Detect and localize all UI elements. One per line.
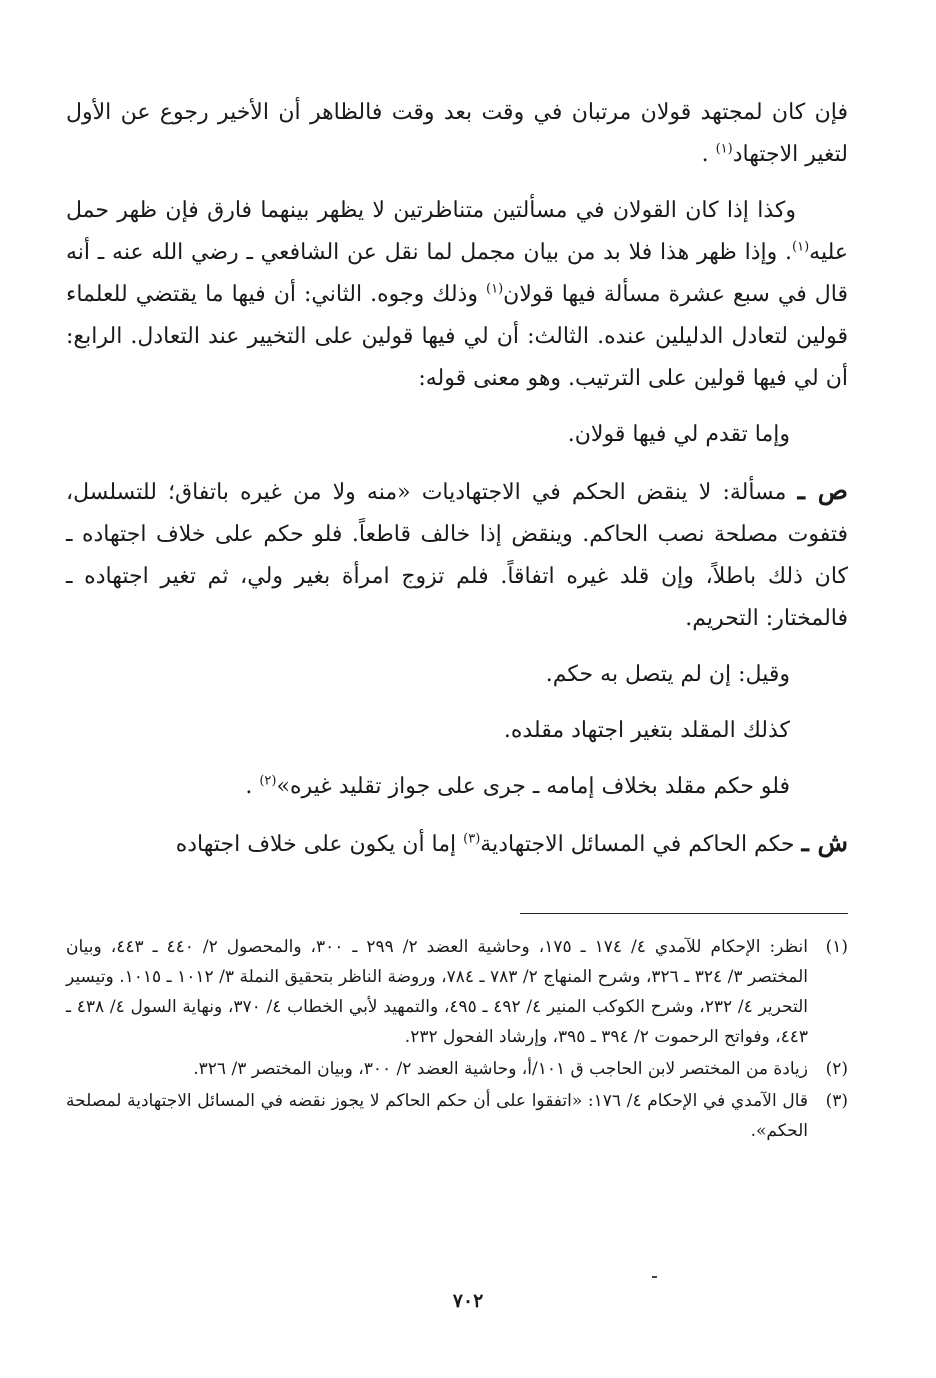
paragraph-end: . xyxy=(701,142,716,167)
main-text xyxy=(66,92,848,866)
footnote-ref[interactable]: (٢) xyxy=(259,773,277,789)
paragraph-text: مسألة: لا ينقض الحكم في الاجتهاديات «منه ولا من غيره باتفاق؛ للتسلسل، فتفوت مصلحة نصب الحاكم. وينقض إذا خالف قاطعاً. فلو حكم على خلاف اجتهاده ـ كان ذلك باطلاً، وإن قلد غيره اتفاقاً. فلم تزوج امرأة بغير ولي، ثم تغير اجتهاده ـ فالمختار: التحريم. xyxy=(66,480,848,631)
footnote-number: (٣) xyxy=(825,1091,848,1111)
footnote-1 xyxy=(66,932,848,1052)
footnote-2 xyxy=(66,1054,848,1084)
text-marker-shin: ش ـ xyxy=(801,828,848,857)
footnote-number: (٢) xyxy=(825,1059,848,1079)
paragraph-text: فإن كان لمجتهد قولان مرتبان في وقت بعد وقت فالظاهر أن الأخير رجوع عن الأول لتغير الاجتهاد xyxy=(66,100,848,167)
paragraph-6 xyxy=(66,710,848,752)
paragraph-text: حكم الحاكم في المسائل الاجتهادية xyxy=(480,832,802,857)
footnote-3 xyxy=(66,1086,848,1146)
footnote-text: زيادة من المختصر لابن الحاجب ق ١٠١/أ، وحاشية العضد ٢/ ٣٠٠، وبيان المختصر ٣/ ٣٢٦. xyxy=(193,1059,808,1079)
paragraph-7 xyxy=(66,766,848,808)
paragraph-text: وذلك وجوه. الثاني: أن فيها ما يقتضي للعلماء قولين لتعادل الدليلين عنده. الثالث: أن لي فيها قولين على التخيير عند التعادل. الرابع: أن لي فيها قولين على الترتيب. وهو معنى قوله: xyxy=(66,282,848,391)
verse-line: وإما تقدم لي فيها قولان. xyxy=(567,422,790,447)
footnote-ref[interactable]: (١) xyxy=(486,281,504,297)
footnote-ref[interactable]: (١) xyxy=(715,141,733,157)
paragraph-text: وكذا إذا كان القولان في مسألتين متناظرتين لا يظهر بينهما فارق فإن ظهر حمل عليه xyxy=(66,198,848,265)
paragraph-8 xyxy=(66,822,848,866)
text-marker-sad: ص ـ xyxy=(797,476,848,505)
paragraph-end: إما أن يكون على خلاف اجتهاده xyxy=(175,832,464,857)
paragraph-2 xyxy=(66,190,848,400)
paragraph-end: . xyxy=(245,774,260,799)
paragraph-text: وقيل: إن لم يتصل به حكم. xyxy=(545,662,790,687)
footnote-separator xyxy=(520,913,848,914)
footnote-ref[interactable]: (١) xyxy=(792,239,810,255)
footnotes xyxy=(66,932,848,1148)
paragraph-3 xyxy=(66,414,848,456)
footnote-number: (١) xyxy=(825,937,848,957)
paragraph-text: . وإذا ظهر هذا فلا بد من بيان مجمل لما نقل عن الشافعي ـ رضي الله عنه ـ أنه قال في سبع عشرة مسألة فيها قولان xyxy=(66,240,848,307)
paragraph-text: فلو حكم مقلد بخلاف إمامه ـ جرى على جواز تقليد غيره» xyxy=(276,774,790,799)
paragraph-text: كذلك المقلد بتغير اجتهاد مقلده. xyxy=(503,718,790,743)
paragraph-4 xyxy=(66,470,848,640)
paragraph-1 xyxy=(66,92,848,176)
paragraph-5 xyxy=(66,654,848,696)
footnote-text: قال الآمدي في الإحكام ٤/ ١٧٦: «اتفقوا على أن حكم الحاكم لا يجوز نقضه في المسائل الاجتهادية لمصلحة الحكم». xyxy=(66,1091,809,1141)
footnote-text: انظر: الإحكام للآمدي ٤/ ١٧٤ ـ ١٧٥، وحاشية العضد ٢/ ٢٩٩ ـ ٣٠٠، والمحصول ٢/ ٤٤٠ ـ ٤٤٣، وبيان المختصر ٣/ ٣٢٤ ـ ٣٢٦، وشرح المنهاج ٢/ ٧٨٣ ـ ٧٨٤، وروضة الناظر بتحقيق النملة ٣/ ١٠١٢ ـ ١٠١٥. وتيسير التحرير ٤/ ٢٣٢، وشرح الكوكب المنير ٤/ ٤٩٢ ـ ٤٩٥، والتمهيد لأبي الخطاب ٤/ ٣٧٠، ونهاية السول ٤/ ٤٣٨ ـ ٤٤٣، وفواتح الرحموت ٢/ ٣٩٤ ـ ٣٩٥، وإرشاد الفحول ٢٣٢. xyxy=(66,937,808,1047)
page-number: ٧٠٢ xyxy=(452,1290,484,1312)
footnote-ref[interactable]: (٣) xyxy=(463,831,481,847)
print-mark xyxy=(652,1276,657,1278)
